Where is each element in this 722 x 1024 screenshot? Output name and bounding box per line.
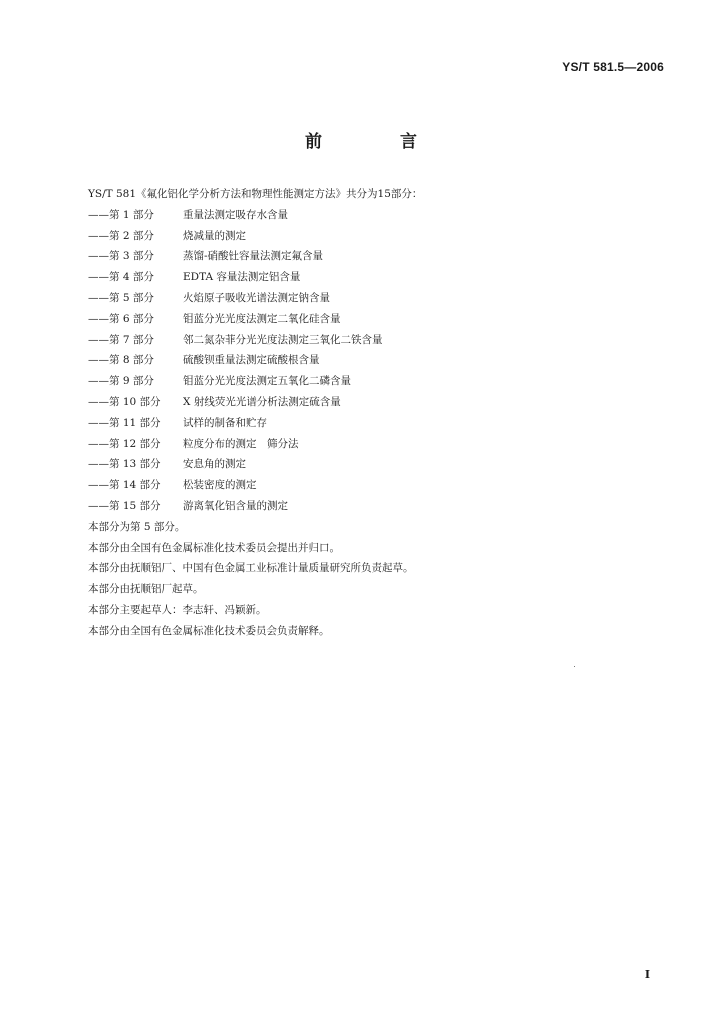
part-name: 烧减量的测定: [183, 229, 246, 242]
part-name: 粒度分布的测定 筛分法: [183, 437, 299, 450]
part-label: ——第 9 部分: [88, 375, 154, 388]
part-label: ——第 15 部分: [88, 499, 161, 512]
foreword-body: [88, 184, 678, 642]
list-item: [88, 496, 678, 517]
statement-line: 本部分由全国有色金属标准化技术委员会负责解释。: [88, 624, 330, 637]
list-item: [88, 454, 678, 475]
list-item: [88, 475, 678, 496]
part-label: ——第 2 部分: [88, 229, 154, 242]
part-name: 重量法测定吸存水含量: [183, 208, 288, 221]
part-label: ——第 5 部分: [88, 291, 154, 304]
statement-line: 本部分由全国有色金属标准化技术委员会提出并归口。: [88, 541, 340, 554]
part-name: 钼蓝分光光度法测定五氧化二磷含量: [183, 375, 351, 388]
list-item: [88, 288, 678, 309]
intro-line: YS/T 581《氟化铝化学分析方法和物理性能测定方法》共分为15部分：: [88, 188, 423, 200]
part-name: 游离氧化铝含量的测定: [183, 499, 288, 512]
part-name: 安息角的测定: [183, 458, 246, 471]
part-name: 硫酸钡重量法测定硫酸根含量: [183, 354, 320, 367]
part-name: 蒸馏-硝酸钍容量法测定氟含量: [183, 250, 324, 263]
part-label: ——第 6 部分: [88, 312, 154, 325]
part-label: ——第 1 部分: [88, 208, 154, 221]
statement-line: 本部分主要起草人：李志轩、冯颖新。: [88, 603, 267, 616]
part-name: 试样的制备和贮存: [183, 416, 267, 429]
page-title: 前 言: [305, 132, 453, 152]
part-label: ——第 8 部分: [88, 354, 154, 367]
part-name: X 射线荧光光谱分析法测定硫含量: [183, 395, 341, 408]
page-number: I: [644, 968, 650, 981]
statement-line: 本部分由抚顺铝厂起草。: [88, 583, 204, 596]
statement-line: 本部分由抚顺铝厂、中国有色金属工业标准计量质量研究所负责起草。: [88, 562, 414, 575]
list-item: [88, 413, 678, 434]
list-item: [88, 226, 678, 247]
parts-list: [88, 205, 678, 517]
list-item: [88, 309, 678, 330]
statements: [88, 517, 678, 642]
part-label: ——第 12 部分: [88, 437, 161, 450]
list-item: [88, 246, 678, 267]
part-label: ——第 7 部分: [88, 333, 154, 346]
part-name: 邻二氮杂菲分光光度法测定三氧化二铁含量: [183, 333, 383, 346]
part-name: 钼蓝分光光度法测定二氧化硅含量: [183, 312, 341, 325]
list-item: [88, 350, 678, 371]
list-item: [88, 267, 678, 288]
part-label: ——第 13 部分: [88, 458, 161, 471]
statement-line: 本部分为第 5 部分。: [88, 520, 186, 533]
part-label: ——第 11 部分: [88, 416, 161, 429]
list-item: [88, 205, 678, 226]
part-label: ——第 4 部分: [88, 271, 154, 284]
part-name: EDTA 容量法测定铝含量: [183, 271, 301, 284]
list-item: [88, 392, 678, 413]
list-item: [88, 371, 678, 392]
part-name: 火焰原子吸收光谱法测定钠含量: [183, 291, 330, 304]
part-name: 松装密度的测定: [183, 479, 257, 492]
part-label: ——第 3 部分: [88, 250, 154, 263]
scan-speck: [574, 666, 575, 667]
part-label: ——第 14 部分: [88, 479, 161, 492]
part-label: ——第 10 部分: [88, 395, 161, 408]
list-item: [88, 330, 678, 351]
standard-number: YS/T 581.5—2006: [562, 60, 664, 74]
list-item: [88, 434, 678, 455]
